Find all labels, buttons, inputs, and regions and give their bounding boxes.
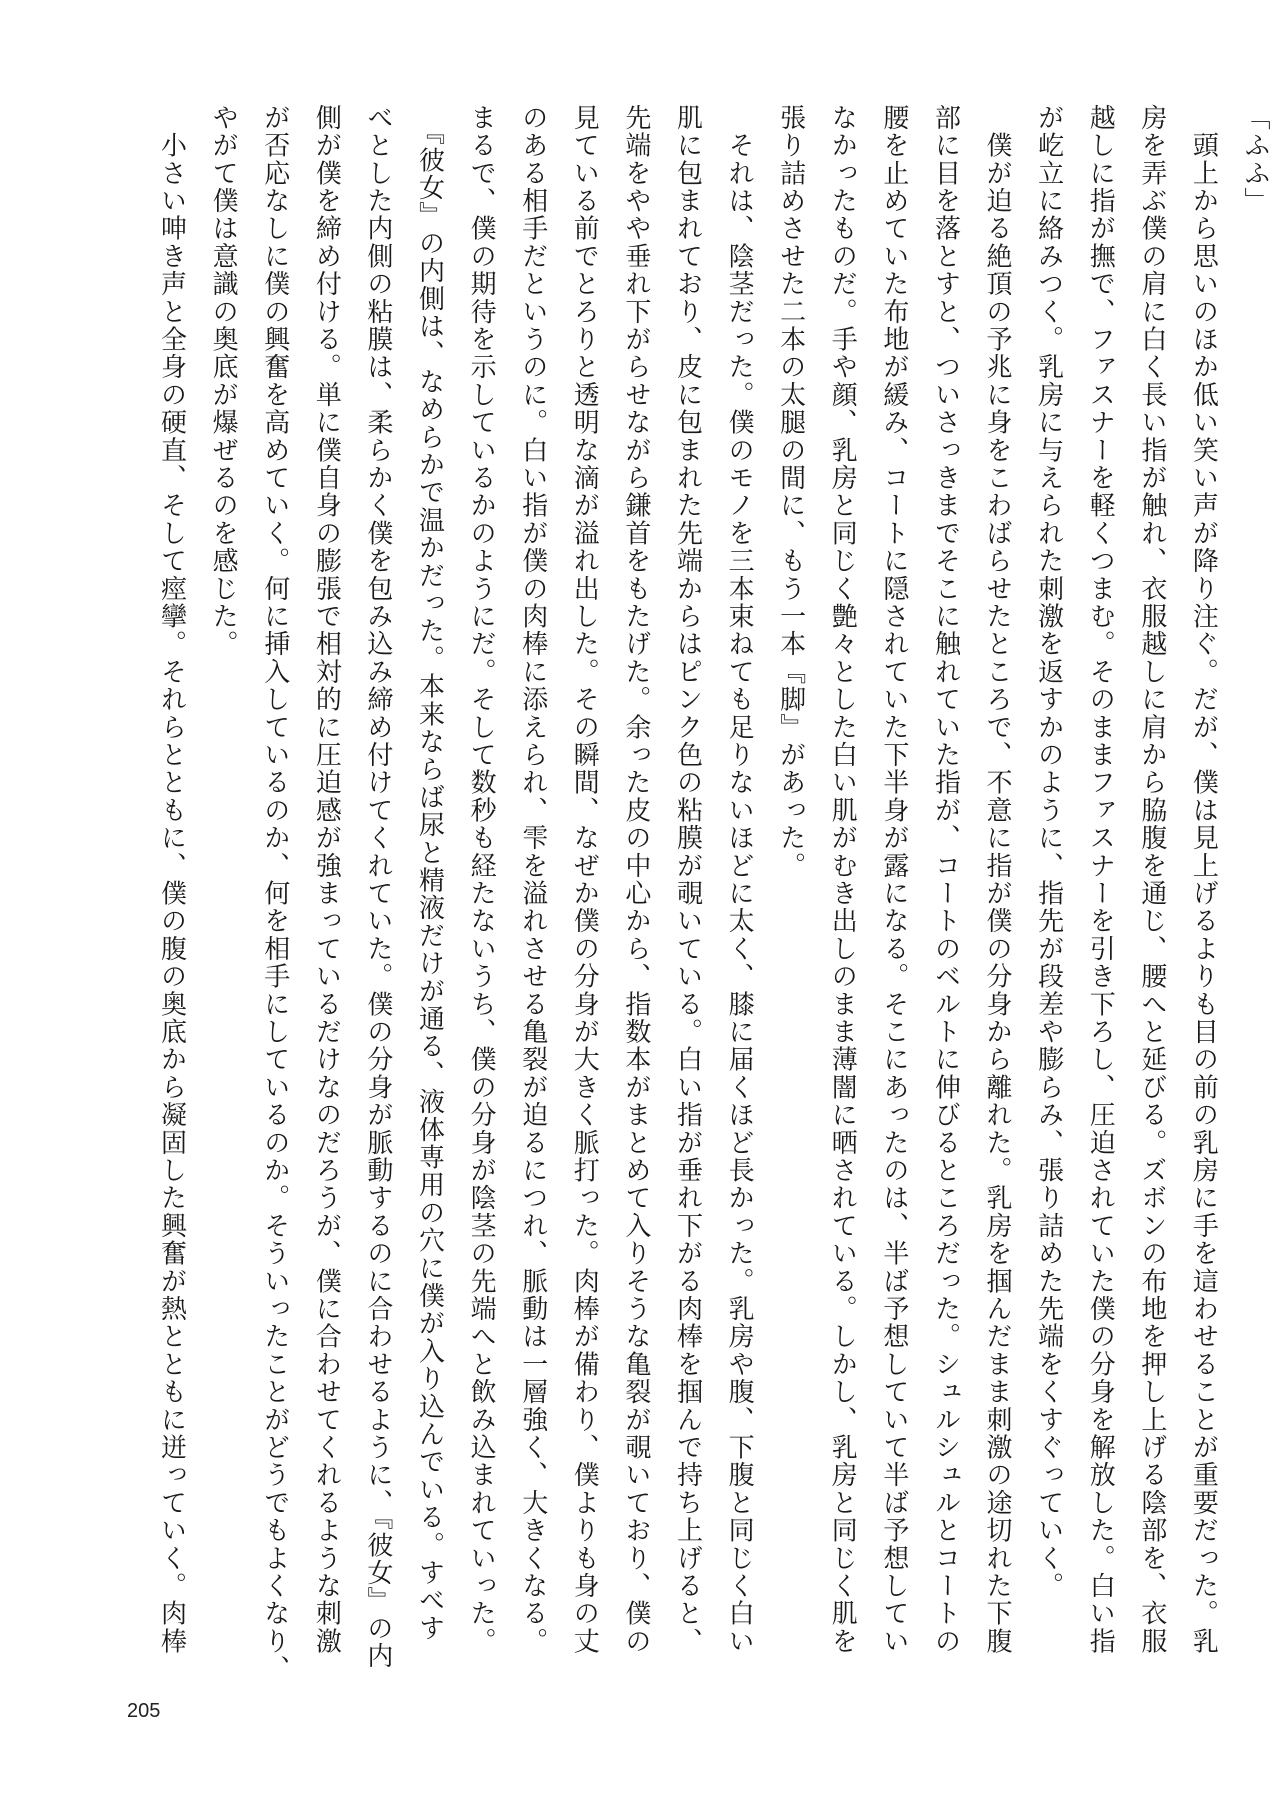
text-line: 房を弄ぶ僕の肩に白く長い指が触れ、衣服越しに肩から脇腹を通じ、腰へと延びる。ズボンの布地を押し上げる陰部を、衣服	[1136, 104, 1167, 1656]
text-line: が屹立に絡みつく。乳房に与えられた刺激を返すかのように、指先が段差や膨らみ、張り詰めた先端をくすぐっていく。	[1033, 104, 1064, 1600]
text-line: なかったものだ。手や顔、乳房と同じく艶々とした白い肌がむき出しのまま薄闇に晒されている。しかし、乳房と同じく肌を	[827, 104, 858, 1656]
text-line: 張り詰めさせた二本の太腿の間に、もう一本『脚』があった。	[775, 104, 806, 880]
text-line: 先端をやや垂れ下がらせながら鎌首をもたげた。余った皮の中心から、指数本がまとめて入りそうな亀裂が覗いており、僕の	[620, 104, 651, 1656]
page-number: 205	[127, 1700, 161, 1722]
text-line: 肌に包まれており、皮に包まれた先端からはピンク色の粘膜が覗いている。白い指が垂れ下がる肉棒を掴んで持ち上げると、	[672, 104, 703, 1656]
text-line: 『彼女』の内側は、なめらかで温かだった。本来ならば尿と精液だけが通る、液体専用の穴に僕が入り込んでいる。すべす	[414, 104, 445, 1643]
text-line: 腰を止めていた布地が緩み、コートに隠されていた下半身が露になる。そこにあったのは、半ば予想していて半ば予想してい	[878, 104, 909, 1656]
text-line: それは、陰茎だった。僕のモノを三本束ねても足りないほどに太く、膝に届くほど長かった。乳房や腹、下腹と同じく白い	[724, 104, 755, 1656]
text-line: 部に目を落とすと、ついさっきまでそこに触れていた指が、コートのベルトに伸びるところだった。シュルシュルとコートの	[930, 104, 961, 1656]
text-line: が否応なしに僕の興奮を高めていく。何に挿入しているのか、何を相手にしているのか。そういったことがどうでもよくなり、	[259, 104, 290, 1683]
body-text	[145, 104, 1280, 1683]
text-line: やがて僕は意識の奥底が爆ぜるのを感じた。	[208, 104, 239, 658]
text-line: まるで、僕の期待を示しているかのようにだ。そして数秒も経たないうち、僕の分身が陰茎の先端へと飲み込まれていった。	[466, 104, 497, 1656]
text-line: 越しに指が撫で、ファスナーを軽くつまむ。そのままファスナーを引き下ろし、圧迫されていた僕の分身を解放した。白い指	[1085, 104, 1116, 1656]
text-line: 「ふふ」	[1240, 104, 1270, 215]
text-line: のある相手だというのに。白い指が僕の肉棒に添えられ、雫を溢れさせる亀裂が迫るにつれ、脈動は一層強く、大きくなる。	[517, 104, 548, 1656]
text-line: 側が僕を締め付ける。単に僕自身の膨張で相対的に圧迫感が強まっているだけなのだろうが、僕に合わせてくれるような刺激	[311, 104, 342, 1656]
text-line: 見ている前でとろりと透明な滴が溢れ出した。その瞬間、なぜか僕の分身が大きく脈打った。肉棒が備わり、僕よりも身の丈	[569, 104, 600, 1656]
text-line: 頭上から思いのほか低い笑い声が降り注ぐ。だが、僕は見上げるよりも目の前の乳房に手を這わせることが重要だった。乳	[1188, 104, 1219, 1656]
text-line: べとした内側の粘膜は、柔らかく僕を包み込み締め付けてくれていた。僕の分身が脈動するのに合わせるように、『彼女』の内	[362, 104, 393, 1670]
text-line: 僕が迫る絶頂の予兆に身をこわばらせたところで、不意に指が僕の分身から離れた。乳房を掴んだまま刺激の途切れた下腹	[982, 104, 1013, 1656]
text-line: 小さい呻き声と全身の硬直、そして痙攣。それらとともに、僕の腹の奥底から凝固した興奮が熱とともに迸っていく。肉棒	[156, 104, 187, 1656]
